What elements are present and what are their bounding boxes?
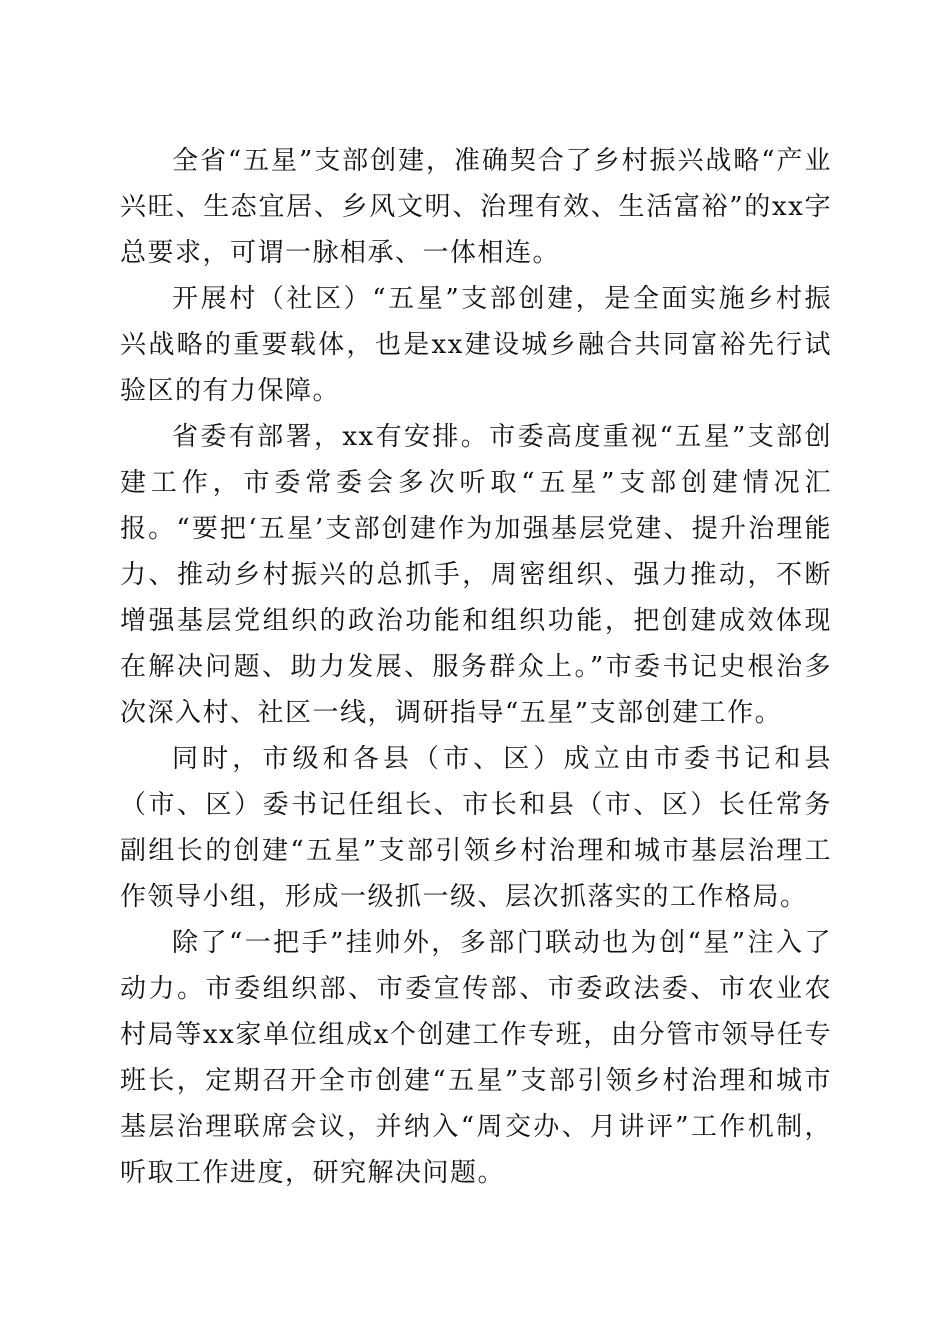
document-body [120, 138, 832, 1196]
paragraph-1: 全省“五星”支部创建，准确契合了乡村振兴战略“产业兴旺、生态宜居、乡风文明、治理有效、生活富裕”的xx字总要求，可谓一脉相承、一体相连。 [120, 146, 832, 268]
paragraph-4: 同时，市级和各县（市、区）成立由市委书记和县（市、区）委书记任组长、市长和县（市、区）长任常务副组长的创建“五星”支部引领乡村治理和城市基层治理工作领导小组，形成一级抓一级、层次抓落实的工作格局。 [120, 744, 832, 912]
paragraph-5: 除了“一把手”挂帅外，多部门联动也为创“星”注入了动力。市委组织部、市委宣传部、市委政法委、市农业农村局等xx家单位组成x个创建工作专班，由分管市领导任专班长，定期召开全市创建“五星”支部引领乡村治理和城市基层治理联席会议，并纳入“周交办、月讲评”工作机制，听取工作进度，研究解决问题。 [120, 928, 832, 1188]
paragraph-2: 开展村（社区）“五星”支部创建，是全面实施乡村振兴战略的重要载体，也是xx建设城乡融合共同富裕先行试验区的有力保障。 [120, 284, 832, 406]
paragraph-3: 省委有部署，xx有安排。市委高度重视“五星”支部创建工作，市委常委会多次听取“五星”支部创建情况汇报。“要把‘五星’支部创建作为加强基层党建、提升治理能力、推动乡村振兴的总抓手，周密组织、强力推动，不断增强基层党组织的政治功能和组织功能，把创建成效体现在解决问题、助力发展、服务群众上。”市委书记史根治多次深入村、社区一线，调研指导“五星”支部创建工作。 [120, 422, 832, 728]
